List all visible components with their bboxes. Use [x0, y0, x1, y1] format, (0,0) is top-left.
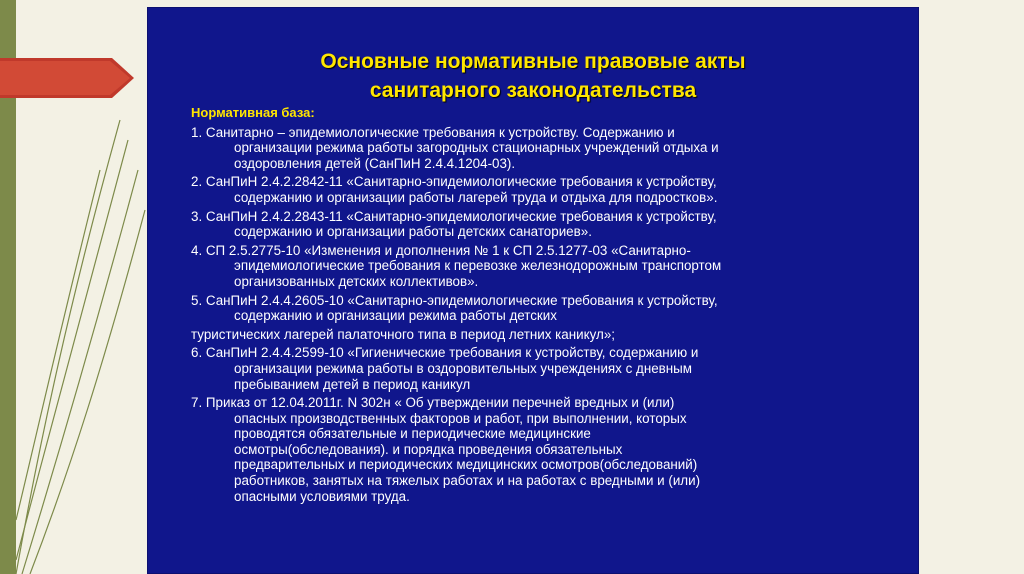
item-text: пребыванием детей в период каникул — [234, 376, 471, 392]
list-item — [191, 174, 891, 205]
item-text: 4. СП 2.5.2775-10 «Изменения и дополнения № 1 к СП 2.5.1277-03 «Санитарно- — [191, 242, 691, 258]
list-item — [191, 209, 891, 240]
item-text: проводятся обязательные и периодические медицинские — [234, 426, 591, 442]
item-text: опасными условиями труда. — [234, 488, 410, 504]
item-text: 6. СанПиН 2.4.4.2599-10 «Гигиенические требования к устройству, содержанию и — [191, 345, 699, 361]
item-text: туристических лагерей палаточного типа в период летних каникул»; — [191, 326, 615, 342]
item-text: содержанию и организации работы детских санаториев». — [234, 224, 592, 240]
item-text: 2. СанПиН 2.4.2.2842-11 «Санитарно-эпидемиологические требования к устройству, — [191, 174, 717, 190]
arrow-shape — [0, 58, 134, 98]
item-text: организации режима работы в оздоровительных учреждениях с дневным — [234, 360, 693, 376]
slide-panel — [147, 7, 919, 574]
title-line-2: санитарного законодательства — [369, 79, 697, 102]
base-label: Нормативная база: — [191, 105, 315, 120]
list-item — [191, 243, 891, 290]
item-text: оздоровления детей (СанПиН 2.4.4.1204-03). — [234, 155, 516, 171]
list-item — [191, 345, 891, 392]
slide-content — [191, 105, 891, 507]
list-item — [191, 125, 891, 172]
slide-title — [147, 47, 919, 105]
item-text: содержанию и организации работы лагерей труда и отдыха для подростков». — [234, 189, 718, 205]
item-text: организованных детских коллективов». — [234, 273, 479, 289]
item-text: организации режима работы загородных стационарных учреждений отдыха и — [234, 140, 719, 156]
list-item — [191, 395, 891, 504]
item-text: содержанию и организации режима работы детских — [234, 308, 557, 324]
item-text: 7. Приказ от 12.04.2011г. N 302н « Об утверждении перечней вредных и (или) — [191, 395, 675, 411]
item-text: 3. СанПиН 2.4.2.2843-11 «Санитарно-эпидемиологические требования к устройству, — [191, 208, 717, 224]
title-line-1: Основные нормативные правовые акты — [320, 50, 746, 73]
item-text: опасных производственных факторов и работ, при выполнении, которых — [234, 410, 687, 426]
item-text: 5. СанПиН 2.4.4.2605-10 «Санитарно-эпидемиологические требования к устройству, — [191, 292, 718, 308]
item-text: 1. Санитарно – эпидемиологические требования к устройству. Содержанию и — [191, 124, 675, 140]
item-text: предварительных и периодических медицинских осмотров(обследований) — [234, 457, 698, 473]
item-text: эпидемиологические требования к перевозке железнодорожным транспортом — [234, 258, 722, 274]
item-text: работников, занятых на тяжелых работах и на работах с вредными и (или) — [234, 473, 701, 489]
list-item — [191, 293, 891, 324]
item-text: осмотры(обследования). и порядка проведения обязательных — [234, 441, 623, 457]
